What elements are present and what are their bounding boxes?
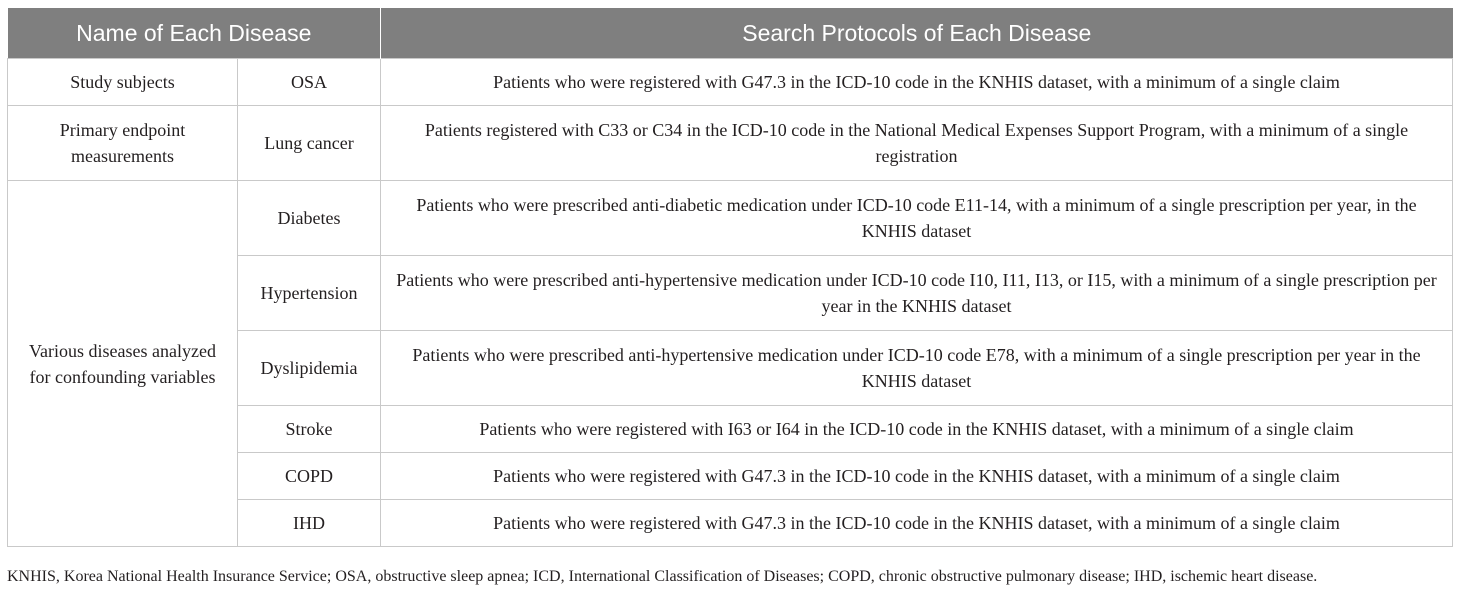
disease-cell: OSA [238, 59, 381, 106]
group-label-primary-endpoint: Primary endpoint measurements [8, 106, 238, 181]
search-protocol-table [7, 8, 1453, 547]
disease-cell: Diabetes [238, 181, 381, 256]
disease-cell: IHD [238, 500, 381, 547]
table-row [8, 181, 1453, 256]
protocol-cell: Patients registered with C33 or C34 in the ICD-10 code in the National Medical Expenses Support Program, with a minimum of a single registration [381, 106, 1453, 181]
group-label-study-subjects: Study subjects [8, 59, 238, 106]
disease-cell: Stroke [238, 406, 381, 453]
protocol-cell: Patients who were prescribed anti-hypertensive medication under ICD-10 code E78, with a minimum of a single prescription per year in the KNHIS dataset [381, 331, 1453, 406]
protocol-cell: Patients who were registered with G47.3 in the ICD-10 code in the KNHIS dataset, with a minimum of a single claim [381, 453, 1453, 500]
protocol-cell: Patients who were prescribed anti-diabetic medication under ICD-10 code E11-14, with a minimum of a single prescription per year, in the KNHIS dataset [381, 181, 1453, 256]
table-footnote: KNHIS, Korea National Health Insurance Service; OSA, obstructive sleep apnea; ICD, International Classification of Diseases; COPD, chronic obstructive pulmonary disease; IHD, ischemic heart disease. [7, 568, 1318, 585]
disease-cell: Lung cancer [238, 106, 381, 181]
protocol-table-container [7, 8, 1452, 547]
protocol-cell: Patients who were registered with G47.3 in the ICD-10 code in the KNHIS dataset, with a minimum of a single claim [381, 500, 1453, 547]
group-label-confounding-variables: Various diseases analyzed for confounding variables [8, 181, 238, 547]
header-search-protocol: Search Protocols of Each Disease [381, 8, 1453, 59]
table-header-row [8, 8, 1453, 59]
disease-cell: Hypertension [238, 256, 381, 331]
table-row [8, 59, 1453, 106]
protocol-cell: Patients who were registered with G47.3 in the ICD-10 code in the KNHIS dataset, with a minimum of a single claim [381, 59, 1453, 106]
table-row [8, 106, 1453, 181]
header-disease-name: Name of Each Disease [8, 8, 381, 59]
disease-cell: COPD [238, 453, 381, 500]
protocol-cell: Patients who were registered with I63 or I64 in the ICD-10 code in the KNHIS dataset, with a minimum of a single claim [381, 406, 1453, 453]
disease-cell: Dyslipidemia [238, 331, 381, 406]
protocol-cell: Patients who were prescribed anti-hypertensive medication under ICD-10 code I10, I11, I13, or I15, with a minimum of a single prescription per year in the KNHIS dataset [381, 256, 1453, 331]
